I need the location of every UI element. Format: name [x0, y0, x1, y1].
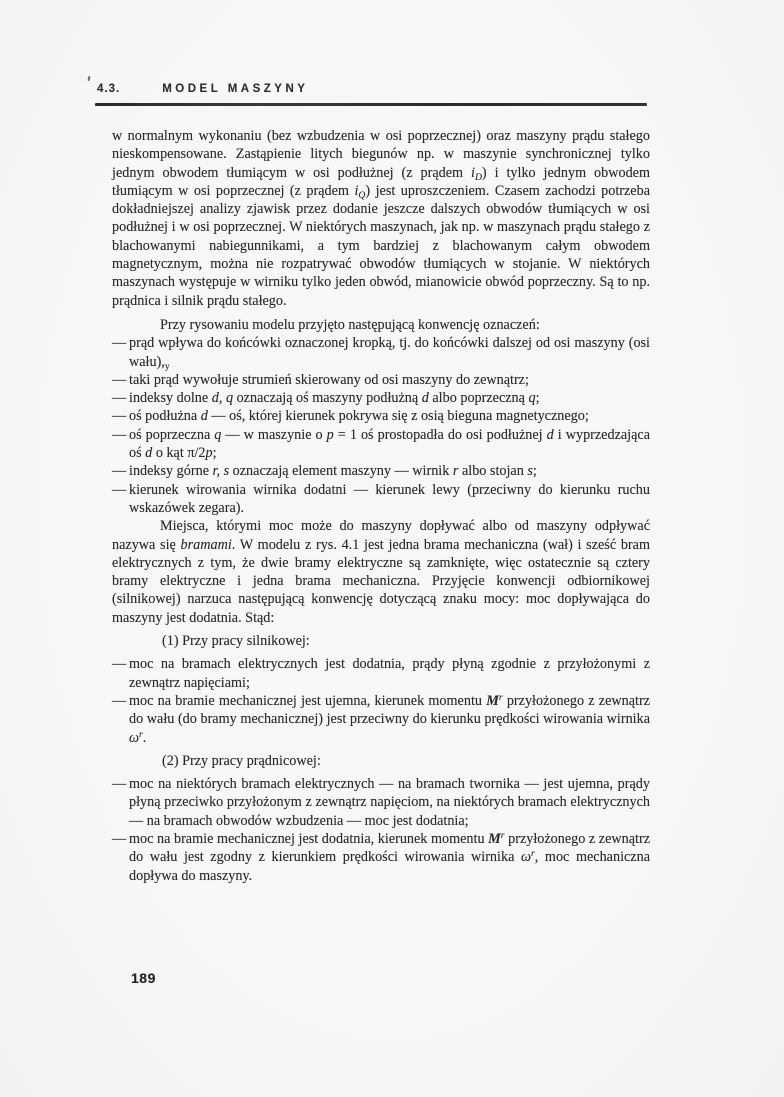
list-item: [112, 334, 650, 371]
text-run: r: [531, 848, 535, 860]
section-number: 4.3.: [97, 83, 121, 95]
list-item-text: taki prąd wywołuje strumień skierowany od osi maszyny do zewnątrz;: [129, 371, 529, 388]
list-item: [112, 481, 650, 518]
text-run: d: [421, 390, 429, 407]
list-item-text: kierunek wirowania wirnika dodatni — kierunek lewy (przeciwny do kierunku ruchu wskazówek zegara).: [129, 481, 650, 516]
text-run: D: [474, 171, 482, 183]
list-dash: —: [112, 335, 127, 352]
list-dash: —: [112, 656, 127, 673]
list-item: [112, 830, 650, 885]
list-item-text: moc na bramie mechanicznej jest dodatnia, kierunek momentu $M^r$ przyłożonego z zewnątrz do wału jest zgodny z kierunkiem prędkości wirowania wirnika $\omega^r$, moc mechaniczna dopływa do maszyny.: [129, 830, 650, 884]
list-item-text: indeksy dolne d, q oznaczają oś maszyny podłużną d albo poprzeczną q;: [129, 390, 540, 407]
text-run: bramami: [180, 536, 232, 553]
list-item-text: oś podłużna d — oś, której kierunek pokrywa się z osią bieguna magnetycznego;: [129, 408, 589, 425]
list-item-text: prąd wpływa do końcówki oznaczonej kropką, tj. do końcówki dalszej od osi maszyny (osi $wału),_y$: [129, 335, 650, 372]
list-item-text: moc na bramach elektrycznych jest dodatnia, prądy płyną zgodnie z przyłożonymi z zewnątrz napięciami;: [129, 656, 650, 691]
text-run: r: [500, 830, 505, 842]
list-dash: —: [112, 390, 127, 407]
text-run: r: [452, 463, 459, 480]
text-run: r: [498, 692, 503, 704]
text-run: r: [139, 728, 143, 740]
page-number: 189: [131, 970, 156, 986]
subheading: (1) Przy pracy silnikowej:: [162, 633, 310, 650]
list-item-text: moc na bramie mechanicznej jest ujemna, kierunek momentu $M^r$ przyłożonego z zewnątrz do wału (do bramy mechanicznej) jest przeciwny do kierunku prędkości wirowania wirnika $\omega^r$.: [129, 692, 650, 746]
text-run: i: [354, 182, 359, 199]
text-run: i: [471, 164, 475, 181]
paragraph: w normalnym wykonaniu (bez wzbudzenia w osi poprzecznej) oraz maszyny prądu stałego nieskompensowane. Zastąpienie litych biegunów np. w maszynie synchronicznej tylko jednym obwodem tłumiącym w osi podłużnej (z prądem $i_D$) i tylko jednym obwodem tłumiącym w osi poprzecznej (z prądem $i_Q$) jest uproszczeniem. Czasem zachodzi potrzeba dokładniejszej analizy zjawisk przez dodanie jeszcze dalszych obwodów tłumiących w osi podłużnej i w osi poprzecznej. W niektórych maszynach, jak np. w maszynach prądu stałego z blachowanymi nabiegunnikami, a tym bardziej z blachowanym całym obwodem magnetycznym, można nie rozpatrywać obwodów tłumiących w stojanie. W niektórych maszynach występuje w wirniku tylko jeden obwód, mianowicie obwód poprzeczny. Są to np. prądnica i silnik prądu stałego.: [112, 128, 651, 309]
text-run: y: [164, 360, 170, 372]
list-item: [112, 462, 650, 480]
list-item-text: moc na niektórych bramach elektrycznych — na bramach twornika — jest ujemna, prądy płyną przeciwko przyłożonym z zewnątrz napięciom, na niektórych bramach elektrycznych — na bramach obwodów wzbudzenia — moc jest dodatnia;: [129, 776, 650, 829]
list-dash: —: [112, 692, 127, 709]
list-dash: —: [112, 408, 127, 425]
list-item: [112, 775, 650, 830]
paragraph: Przy rysowaniu modelu przyjęto następującą konwencję oznaczeń:: [160, 316, 540, 333]
text-run: q: [214, 426, 222, 443]
text-run: ω: [520, 849, 531, 866]
list-item-text: indeksy górne r, s oznaczają element maszyny — wirnik r albo stojan s;: [129, 463, 537, 480]
text-run: p: [326, 426, 334, 443]
text-run: p: [205, 445, 213, 462]
subheading: (2) Przy pracy prądnicowej:: [162, 752, 321, 769]
list-dash: —: [112, 426, 127, 443]
list-item: [112, 407, 650, 425]
text-run: d, q: [211, 390, 234, 407]
list-item: [112, 655, 650, 692]
text-run: d: [200, 408, 208, 425]
list-dash: —: [112, 830, 127, 847]
running-head: [97, 83, 308, 95]
text-run: r, s: [212, 463, 230, 480]
scan-speck: [87, 76, 90, 81]
text-run: q: [528, 390, 536, 407]
list-dash: —: [112, 481, 127, 498]
list-dash: —: [112, 371, 127, 388]
list-dash: —: [112, 463, 127, 480]
text-run: Q: [358, 189, 366, 201]
list-dash: —: [112, 776, 127, 793]
header-rule: [95, 103, 647, 106]
list-item-text: oś poprzeczna q — w maszynie o p = 1 oś prostopadła do osi podłużnej d i wyprzedzająca oś d o kąt π/2p;: [129, 426, 651, 462]
text-run: s: [527, 463, 533, 480]
text-run: d: [145, 445, 153, 462]
section-title: MODEL MASZYNY: [162, 83, 309, 95]
text-run: ω: [129, 729, 140, 746]
list-item: [112, 426, 650, 463]
list-item: [112, 371, 650, 389]
text-run: M: [486, 692, 499, 709]
text-run: M: [488, 830, 501, 847]
list-item: [112, 692, 650, 747]
page-body: [112, 127, 650, 885]
paragraph: Miejsca, którymi moc może do maszyny dopływać albo od maszyny odpływać nazywa się bramami. W modelu z rys. 4.1 jest jedna brama mechaniczna (wał) i sześć bram elektrycznych z tym, że dwie bramy elektryczne są zamknięte, więc ostatecznie są cztery bramy elektryczne i jedna brama mechaniczna. Przyjęcie konwencji odbiornikowej (silnikowej) narzuca następującą konwencję dotyczącą znaku mocy: moc dopływająca do maszyny jest dodatnia. Stąd:: [112, 518, 650, 626]
text-run: d: [546, 426, 554, 443]
list-item: [112, 389, 650, 407]
